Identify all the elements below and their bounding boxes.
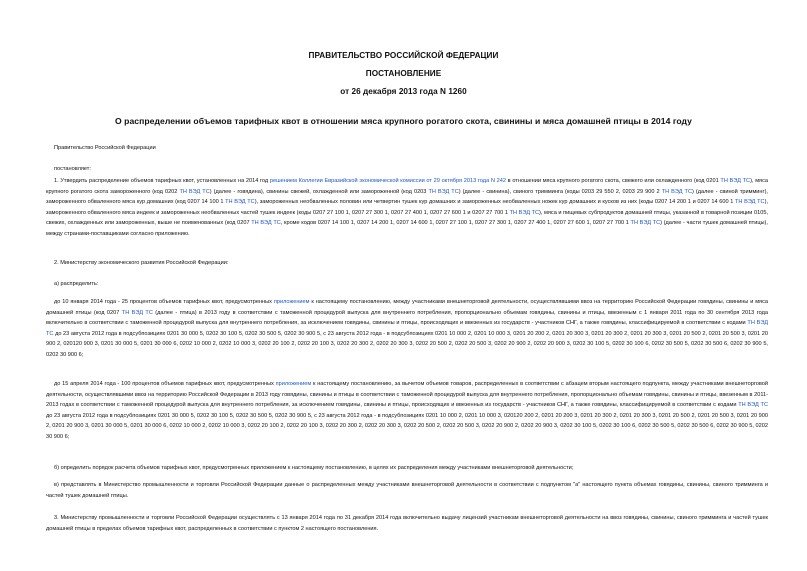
paragraph-2a-second: до 15 апреля 2014 года - 100 процентов объемов тарифных квот, предусмотренных приложением к настоящему постановлению, за вычетом объемов товаров, распределенных в соответствии с абзацем вторым настоящего подпункта, между участниками внешнеторговой деятельности, осуществлявшими ввоз на территорию Российской Федерации в 2013 году говядины, свинины и птицы в соответствии с таможенной процедурой выпуска для внутреннего потребления, пропорционально объемам говядины, свинины и птицы, ввезенным в 2011-2013 годах в соответствии с таможенной процедурой выпуска для внутреннего потребления, за исключением говядины, свинины и птицы, происходящих и ввезенных из государств - участников СНГ, а также говядины, классифицируемой в соответствии с кодами ТН ВЭД ТС до 23 августа 2012 года в подсубпозициях 0201 30 000 5, 0202 30 100 5, 0202 30 500 5, 0202 30 900 5, с 23 августа 2012 года - в подсубпозициях 0201 10 000 2, 0201 10 000 3, 020120 200 2, 0201 20 200 3, 0201 20 300 2, 0201 20 300 3, 0201 20 500 2, 0201 20 500 3, 0201 20 900 2, 0201 20 900 3, 0201 30 000 5, 0201 30 000 6, 0202 10 000 2, 0202 10 000 3, 0202 20 100 2, 0202 20 100 3, 0202 20 300 2, 0202 20 300 3, 0202 20 500 2, 0202 20 500 3, 0202 20 900 2, 0202 20 900 3, 0202 30 100 5, 0202 30 100 6, 0202 30 500 5, 0202 30 500 6, 0202 30 900 5, 0202 30 900 6; bbox=[46, 381, 768, 440]
issuer-heading: ПРАВИТЕЛЬСТВО РОССИЙСКОЙ ФЕДЕРАЦИИ bbox=[308, 51, 499, 60]
paragraph-2a: а) распределить: bbox=[54, 281, 99, 287]
tn-ved-link[interactable]: ТН ВЭД ТС bbox=[428, 188, 459, 195]
paragraph-2c: в) представлять в Министерство промышленности и торговли Российской Федерации данные о распределенных между участниками внешнеторговой деятельности в соответствии с подпунктом "а" настоящего пункта объемах говядины, свинины, свиного тримминга и частей тушек домашней птицы. bbox=[46, 482, 768, 499]
tn-ved-link[interactable]: ТН ВЭД ТС bbox=[179, 188, 210, 195]
paragraph-2: 2. Министерству экономического развития Российской Федерации: bbox=[54, 260, 229, 266]
decision-link[interactable]: решением Коллегии Евразийской экономической комиссии от 29 октября 2013 года N 242 bbox=[269, 178, 506, 184]
appendix-link[interactable]: приложением bbox=[273, 299, 310, 305]
paragraph-3: 3. Министерству промышленности и торговли Российской Федерации осуществлять с 13 января 2014 года по 31 декабря 2014 года включительно выдачу лицензий участникам внешнеторговой деятельности на ввоз говядины, свинины, свиного тримминга и частей тушек домашней птицы в пределах объемов тарифных квот, распределенных в соответствии с пунктом 2 настоящего постановления. bbox=[46, 515, 768, 532]
resolves-text: постановляет: bbox=[54, 166, 91, 172]
paragraph-2b: б) определить порядок расчета объемов тарифных квот, предусмотренных приложением к настоящему постановлению, в целях их распределения между участниками внешнеторговой деятельности; bbox=[54, 465, 574, 471]
document-date-number: от 26 декабря 2013 года N 1260 bbox=[340, 87, 467, 96]
appendix-link[interactable]: приложением bbox=[275, 381, 312, 387]
tn-ved-link[interactable]: ТН ВЭД ТС bbox=[738, 402, 768, 409]
tn-ved-link[interactable]: ТН ВЭД ТС bbox=[735, 199, 765, 206]
paragraph-2a-first: до 10 января 2014 года - 25 процентов объемов тарифных квот, предусмотренных приложением к настоящему постановлению, между участниками внешнеторговой деятельности, осуществлявшими ввоз на территорию Российской Федерации говядины, свинины и мяса домашней птицы (код 0207 ТН ВЭД ТС (далее - птица) в 2013 году в соответствии с таможенной процедурой выпуска для внутреннего потребления, пропорционально объемам говядины, свинины и птицы, ввезенным с 1 января 2011 года по 30 сентября 2013 года включительно в соответствии с таможенной процедурой выпуска для внутреннего потребления, за исключением говядины, свинины и птицы, происходящих и ввезенных из государств - участников СНГ, а также говядины, классифицируемой в соответствии с кодами ТН ВЭД ТС до 23 августа 2012 года в подсубпозициях 0201 30 000 5, 0202 30 100 5, 0202 30 500 5, 0202 30 900 5, с 23 августа 2012 года - в подсубпозициях 0201 10 000 2, 0201 10 000 3, 0201 20 200 2, 0201 20 300 3, 0201 20 300 2, 0201 20 300 3, 0201 20 500 2, 0201 20 500 3, 0201 20 900 2, 020120 900 3, 0201 30 000 5, 0201 30 000 6, 0202 10 000 2, 0202 10 000 3, 0202 20 100 2, 0202 20 100 3, 0202 20 300 2, 0202 20 300 3, 0202 20 500 2, 0202 20 500 3, 0202 20 900 2, 0202 20 900 3, 0202 30 100 5, 0202 30 100 6, 0202 30 500 5, 0202 30 500 6, 0202 30 900 5, 0202 30 900 6; bbox=[46, 299, 768, 358]
intro-text: Правительство Российской Федерации bbox=[54, 145, 156, 151]
tn-ved-link[interactable]: ТН ВЭД ТС bbox=[121, 309, 153, 316]
tn-ved-link[interactable]: ТН ВЭД ТС bbox=[46, 320, 768, 337]
tn-ved-link[interactable]: ТН ВЭД ТС bbox=[509, 209, 540, 216]
document-title: О распределении объемов тарифных квот в отношении мяса крупного рогатого скота, свинины и мяса домашней птицы в 2014 году bbox=[115, 116, 692, 126]
tn-ved-link[interactable]: ТН ВЭД ТС bbox=[720, 178, 751, 184]
document-type: ПОСТАНОВЛЕНИЕ bbox=[365, 69, 442, 78]
paragraph-1: 1. Утвердить распределение объемов тарифных квот, установленных на 2014 год решением Коллегии Евразийской экономической комиссии от 29 октября 2013 года N 242 в отношении мяса крупного рогатого скота, свежего или охлажденного (код 0201 ТН ВЭД ТС), мяса крупного рогатого скота замороженного (код 0202 ТН ВЭД ТС) (далее - говядина), свинины свежей, охлажденной или замороженной (код 0203 ТН ВЭД ТС) (далее - свинина), свиного тримминга (коды 0203 29 550 2, 0203 29 900 2 ТН ВЭД ТС) (далее - свиной тримминг), замороженного обваленного мяса кур домашних (код 0207 14 100 1 ТН ВЭД ТС), замороженных необваленных половин или четвертин тушек кур домашних и замороженных необваленных ножек кур домашних и кусков из них (коды 0207 14 200 1 и 0207 14 600 1 ТН ВЭД ТС), замороженного обваленного мяса индеек и замороженных необваленных частей тушек индеек (коды 0207 27 100 1, 0207 27 300 1, 0207 27 400 1, 0207 27 600 1 и 0207 27 700 1 ТН ВЭД ТС), мяса и пищевых субпродуктов домашней птицы, указанной в товарной позиции 0105, свежих, охлажденных или замороженных, выше не поименованных (код 0207 ТН ВЭД ТС, кроме кодов 0207 14 100 1, 0207 14 200 1, 0207 14 600 1, 0207 27 100 1, 0207 27 300 1, 0207 27 400 1, 0207 27 600 1, 0207 27 700 1 ТН ВЭД ТС) (далее - части тушек домашней птицы), между странами-поставщиками согласно приложению. bbox=[46, 178, 768, 237]
tn-ved-link[interactable]: ТН ВЭД ТС bbox=[251, 220, 281, 227]
tn-ved-link[interactable]: ТН ВЭД ТС bbox=[661, 188, 693, 195]
tn-ved-link[interactable]: ТН ВЭД ТС bbox=[225, 199, 255, 206]
tn-ved-link[interactable]: ТН ВЭД ТС bbox=[630, 220, 661, 227]
